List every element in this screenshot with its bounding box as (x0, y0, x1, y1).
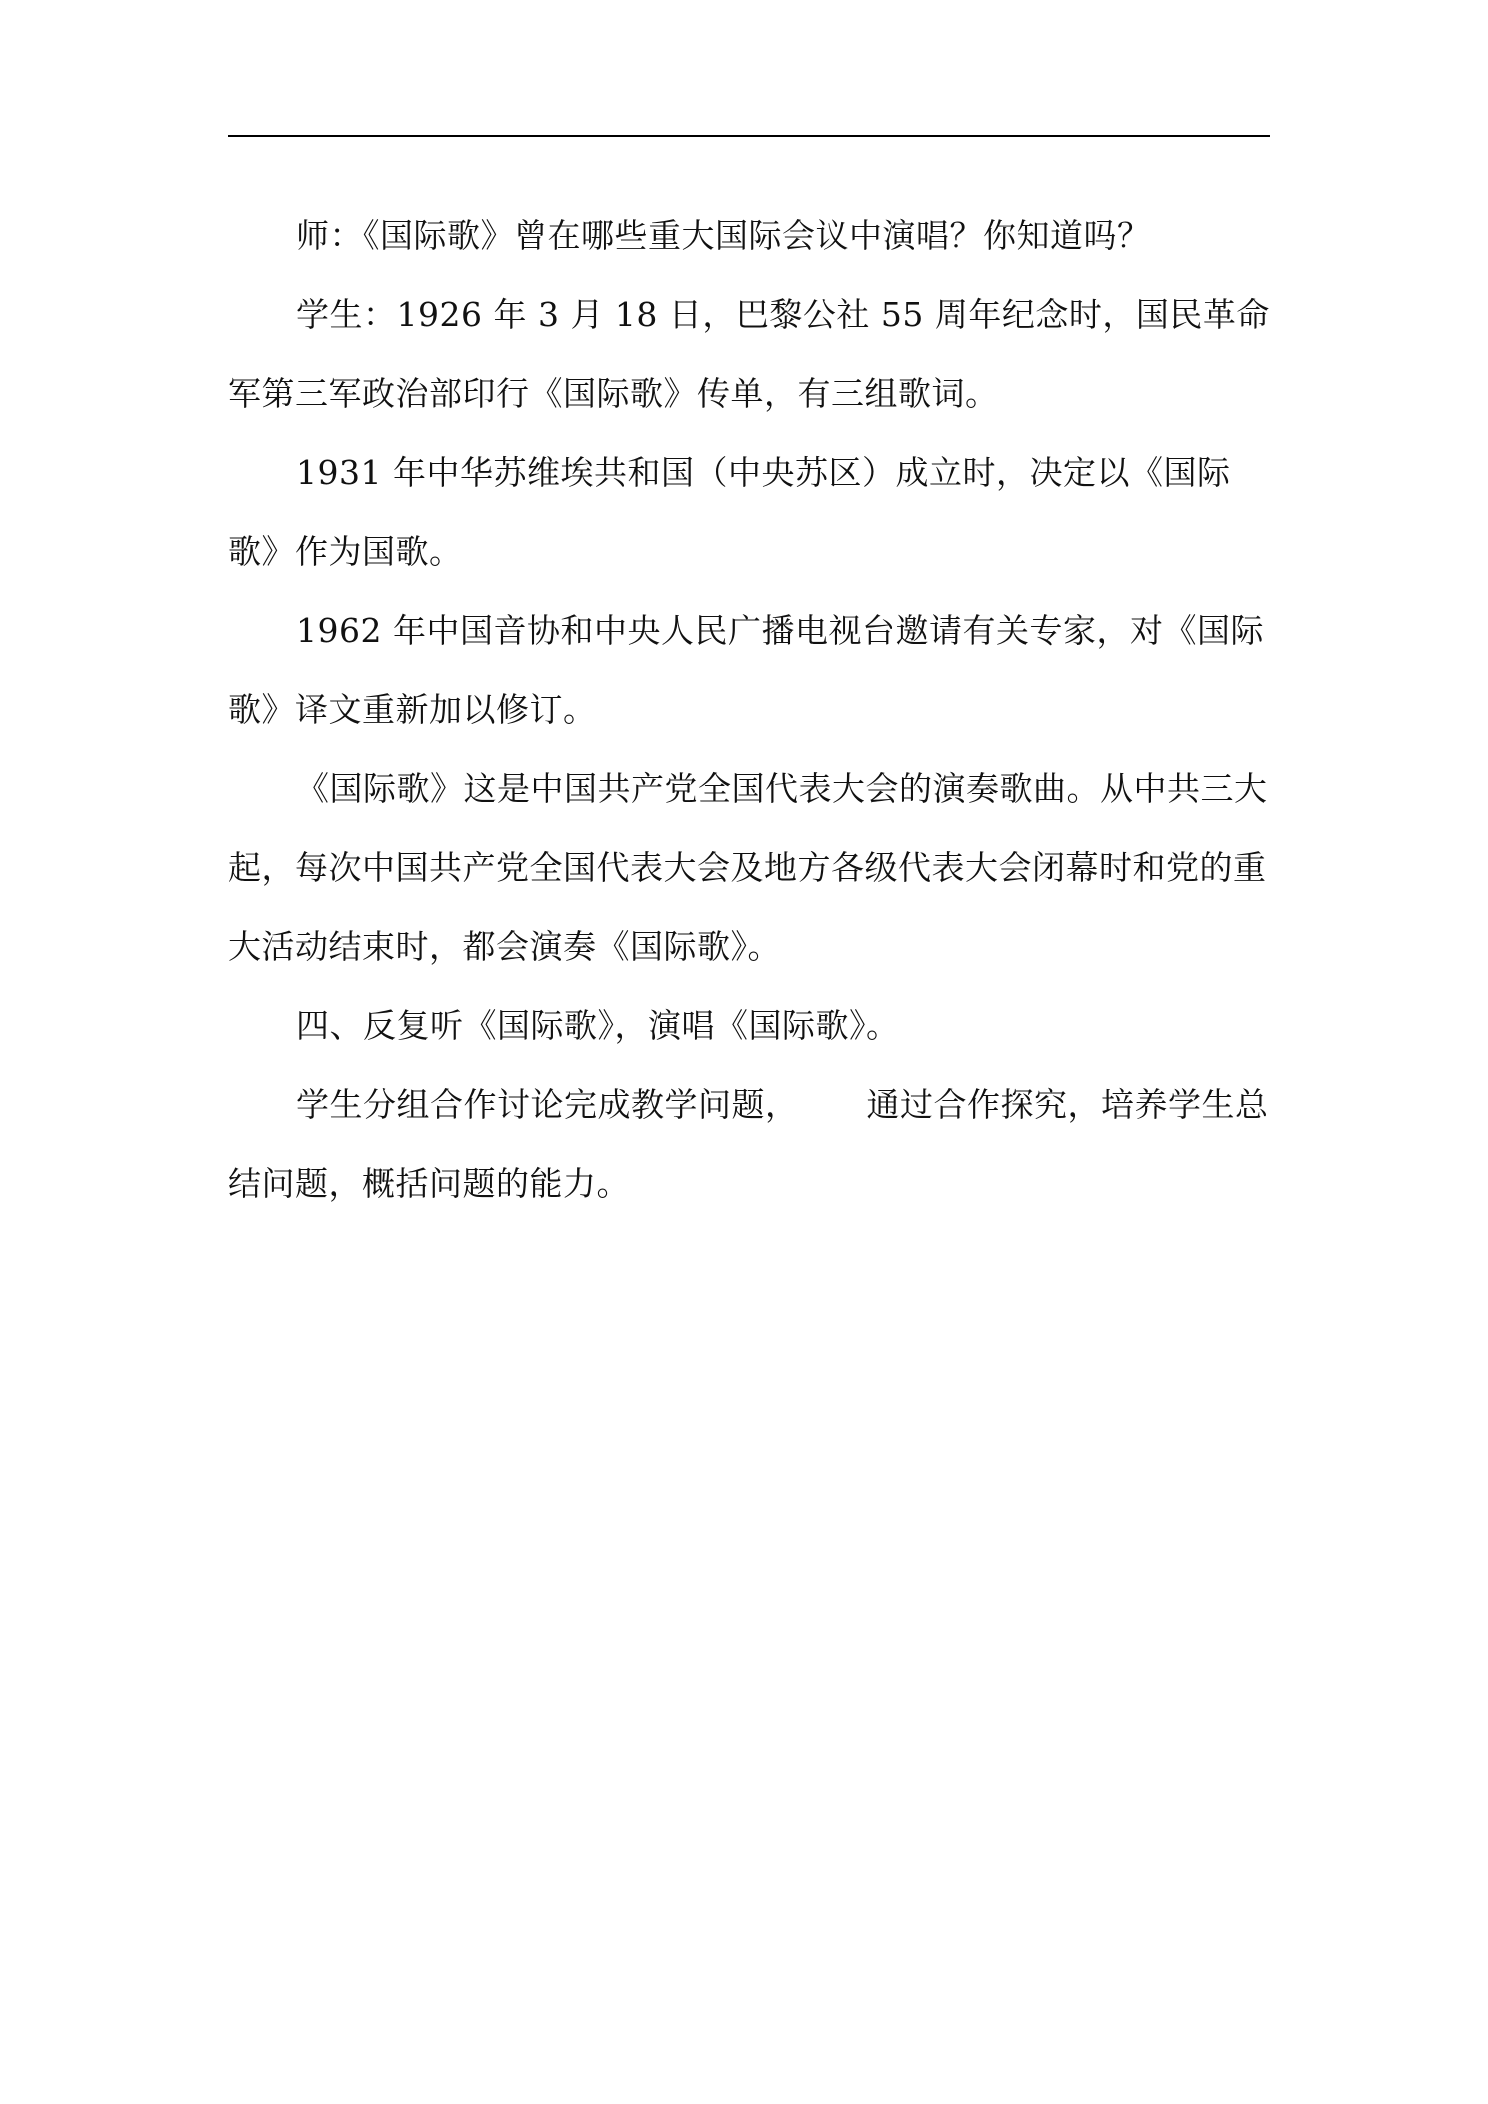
header-rule (228, 135, 1270, 137)
paragraph-group-work (228, 1065, 1270, 1223)
document-body (228, 196, 1270, 1223)
paragraph-1931: 1931 年中华苏维埃共和国（中央苏区）成立时，决定以《国际歌》作为国歌。 (228, 453, 1231, 571)
paragraph-1962: 1962 年中国音协和中央人民广播电视台邀请有关专家，对《国际歌》译文重新加以修订。 (228, 611, 1264, 729)
paragraph-student-answer: 学生：1926 年 3 月 18 日，巴黎公社 55 周年纪念时，国民革命军第三军政治部印行《国际歌》传单，有三组歌词。 (228, 295, 1270, 413)
group-work-part2: 通过合作探究，培养学生总结问题，概括问题的能力。 (228, 1085, 1269, 1203)
paragraph-teacher-question: 师：《国际歌》曾在哪些重大国际会议中演唱？你知道吗？ (296, 216, 1151, 255)
group-work-part1: 学生分组合作讨论完成教学问题， (296, 1085, 799, 1124)
paragraph-section-four: 四、反复听《国际歌》，演唱《国际歌》。 (296, 1006, 900, 1045)
paragraph-party-congress: 《国际歌》这是中国共产党全国代表大会的演奏歌曲。从中共三大起，每次中国共产党全国代表大会及地方各级代表大会闭幕时和党的重大活动结束时，都会演奏《国际歌》。 (228, 769, 1268, 966)
